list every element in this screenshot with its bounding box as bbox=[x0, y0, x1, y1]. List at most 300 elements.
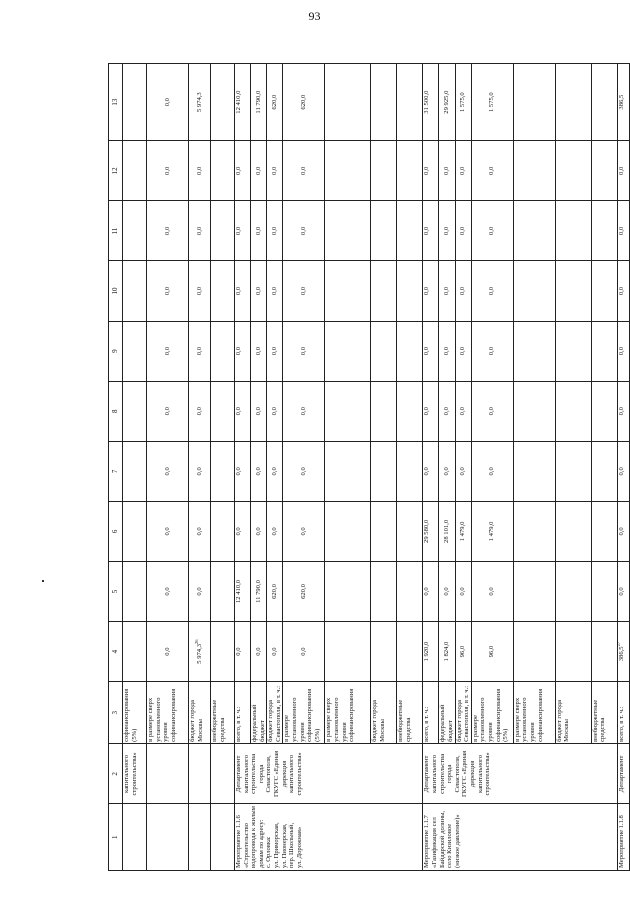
amount-cell-col-4 bbox=[439, 622, 455, 682]
executor-cell bbox=[147, 744, 189, 804]
amount-cell-col-5 bbox=[147, 561, 189, 621]
amount-value: 0,0 bbox=[195, 226, 203, 236]
funding-source-cell bbox=[555, 682, 591, 744]
funding-source-text: внебюджетные средства bbox=[591, 699, 607, 742]
amount-cell-col-13 bbox=[251, 64, 267, 141]
amount-cell-col-4 bbox=[513, 622, 555, 682]
amount-cell-col-13 bbox=[123, 64, 147, 141]
activity-text: Мероприятие 1.1.7 «Газификация сел Байдарской долины, село Кизиловое (низкое давление)» bbox=[423, 810, 461, 868]
amount-cell-col-9 bbox=[439, 321, 455, 381]
activity-cell bbox=[617, 804, 629, 871]
amount-value: 0,0 bbox=[300, 226, 308, 236]
amount-value: 0,0 bbox=[300, 347, 308, 356]
amount-value: 0,0 bbox=[617, 286, 625, 296]
amount-cell-col-12 bbox=[397, 141, 423, 201]
amount-cell-col-7 bbox=[439, 441, 455, 501]
amount-value: 0,0 bbox=[300, 166, 308, 175]
amount-cell-col-9 bbox=[555, 321, 591, 381]
amount-value: 0,0 bbox=[235, 226, 242, 236]
amount-cell-col-8 bbox=[211, 381, 235, 441]
amount-cell-col-9 bbox=[325, 321, 371, 381]
amount-value: 0,0 bbox=[195, 286, 203, 296]
amount-cell-col-10 bbox=[283, 261, 325, 321]
activity-cell bbox=[423, 804, 617, 871]
funding-source-cell bbox=[123, 682, 147, 744]
executor-text: капитального строительства» bbox=[123, 752, 138, 796]
amount-cell-col-13 bbox=[371, 64, 397, 141]
amount-cell-col-13 bbox=[471, 64, 513, 141]
amount-cell-col-8 bbox=[283, 381, 325, 441]
funding-source-text: внебюджетные средства bbox=[397, 699, 412, 742]
amount-value: 0,0 bbox=[254, 647, 262, 656]
funding-source-text: в размере сверх установленного уровня софинансирования bbox=[325, 688, 356, 742]
funding-source-text: бюджет города Москвы bbox=[371, 700, 386, 742]
amount-value: 0,0 bbox=[617, 467, 625, 476]
amount-cell-col-11 bbox=[123, 201, 147, 261]
amount-value: 0,0 bbox=[443, 226, 451, 236]
amount-value: 0,0 bbox=[163, 166, 171, 175]
amount-cell-col-9 bbox=[423, 321, 439, 381]
column-header-4: 4 bbox=[109, 622, 123, 682]
activity-cell bbox=[211, 804, 235, 871]
funding-source-cell bbox=[371, 682, 397, 744]
amount-cell-col-4 bbox=[325, 622, 371, 682]
amount-cell-col-7 bbox=[267, 441, 283, 501]
table-row bbox=[189, 64, 211, 871]
amount-cell-col-12 bbox=[235, 141, 251, 201]
table-row bbox=[123, 64, 147, 871]
amount-cell-col-11 bbox=[471, 201, 513, 261]
funding-source-cell bbox=[189, 682, 211, 744]
executor-cell bbox=[617, 744, 629, 804]
amount-cell-col-7 bbox=[591, 441, 617, 501]
amount-cell-col-12 bbox=[283, 141, 325, 201]
table-row bbox=[423, 64, 439, 871]
amount-cell-col-9 bbox=[251, 321, 267, 381]
amount-cell-col-13 bbox=[267, 64, 283, 141]
amount-cell-col-11 bbox=[325, 201, 371, 261]
amount-value: 0,0 bbox=[163, 647, 171, 656]
amount-cell-col-10 bbox=[123, 261, 147, 321]
amount-value: 0,0 bbox=[163, 286, 171, 296]
funding-source-cell bbox=[513, 682, 555, 744]
amount-cell-col-5 bbox=[471, 561, 513, 621]
amount-value: 0,0 bbox=[254, 527, 262, 536]
amount-cell-col-9 bbox=[147, 321, 189, 381]
amount-value: 1 920,0 bbox=[423, 641, 431, 662]
amount-cell-col-7 bbox=[617, 441, 629, 501]
amount-cell-col-4 bbox=[147, 622, 189, 682]
amount-cell-col-4 bbox=[423, 622, 439, 682]
amount-cell-col-8 bbox=[267, 381, 283, 441]
amount-cell-col-7 bbox=[423, 441, 439, 501]
amount-cell-col-4 bbox=[267, 622, 283, 682]
amount-cell-col-4 bbox=[189, 622, 211, 682]
amount-cell-col-5 bbox=[513, 561, 555, 621]
amount-cell-col-6 bbox=[211, 501, 235, 561]
amount-cell-col-5 bbox=[189, 561, 211, 621]
amount-cell-col-13 bbox=[423, 64, 439, 141]
amount-value: 0,0 bbox=[163, 407, 171, 416]
amount-cell-col-13 bbox=[189, 64, 211, 141]
amount-cell-col-7 bbox=[455, 441, 471, 501]
amount-cell-col-9 bbox=[267, 321, 283, 381]
amount-value: 620,0 bbox=[270, 584, 278, 599]
amount-value: 0,0 bbox=[617, 226, 625, 236]
amount-value: 28 101,0 bbox=[443, 519, 451, 543]
amount-value: 0,0 bbox=[270, 467, 278, 476]
amount-cell-col-10 bbox=[235, 261, 251, 321]
amount-cell-col-9 bbox=[235, 321, 251, 381]
amount-value: 0,0 bbox=[163, 226, 171, 236]
amount-cell-col-13 bbox=[555, 64, 591, 141]
amount-cell-col-13 bbox=[455, 64, 471, 141]
amount-value: 0,0 bbox=[423, 467, 431, 476]
amount-value: 0,0 bbox=[488, 166, 496, 175]
amount-value: 0,0 bbox=[443, 467, 451, 476]
table-row bbox=[617, 64, 629, 871]
amount-cell-col-4 bbox=[455, 622, 471, 682]
amount-value: 0,0 bbox=[235, 166, 242, 175]
amount-cell-col-6 bbox=[423, 501, 439, 561]
column-header-1: 1 bbox=[109, 804, 123, 871]
amount-cell-col-7 bbox=[235, 441, 251, 501]
amount-value: 620,0 bbox=[300, 584, 308, 599]
column-header-9: 9 bbox=[109, 321, 123, 381]
activity-cell bbox=[123, 804, 147, 871]
amount-cell-col-10 bbox=[555, 261, 591, 321]
amount-cell-col-5 bbox=[325, 561, 371, 621]
amount-cell-col-4 bbox=[371, 622, 397, 682]
table-row bbox=[147, 64, 189, 871]
amount-value: 0,0 bbox=[163, 347, 171, 356]
amount-value: 0,0 bbox=[617, 527, 625, 536]
amount-cell-col-7 bbox=[123, 441, 147, 501]
funding-source-cell bbox=[147, 682, 189, 744]
column-header-8: 8 bbox=[109, 381, 123, 441]
amount-value: 0,0 bbox=[617, 166, 625, 175]
amount-cell-col-9 bbox=[591, 321, 617, 381]
amount-value: 1 479,0 bbox=[488, 521, 496, 542]
amount-cell-col-13 bbox=[591, 64, 617, 141]
column-header-2: 2 bbox=[109, 744, 123, 804]
amount-cell-col-11 bbox=[147, 201, 189, 261]
amount-cell-col-12 bbox=[591, 141, 617, 201]
amount-value: 0,0 bbox=[443, 407, 451, 416]
amount-cell-col-13 bbox=[147, 64, 189, 141]
table-row bbox=[235, 64, 251, 871]
amount-value: 0,0 bbox=[254, 407, 262, 416]
amount-value: 0,0 bbox=[459, 347, 467, 356]
amount-cell-col-4 bbox=[617, 622, 629, 682]
amount-cell-col-13 bbox=[513, 64, 555, 141]
amount-value: 12 410,0 bbox=[235, 90, 242, 114]
funding-source-cell bbox=[235, 682, 251, 744]
amount-value: 1 575,0 bbox=[459, 92, 467, 113]
amount-cell-col-12 bbox=[211, 141, 235, 201]
funding-source-text: в размере сверх установленного уровня софинансирования bbox=[147, 688, 177, 742]
amount-cell-col-12 bbox=[267, 141, 283, 201]
amount-value: 0,0 bbox=[300, 407, 308, 416]
amount-cell-col-11 bbox=[555, 201, 591, 261]
amount-cell-col-5 bbox=[423, 561, 439, 621]
amount-value: 5 974,3 bbox=[195, 643, 203, 664]
amount-value: 0,0 bbox=[459, 226, 467, 236]
amount-value: 0,0 bbox=[270, 226, 278, 236]
amount-cell-col-10 bbox=[211, 261, 235, 321]
amount-cell-col-7 bbox=[211, 441, 235, 501]
amount-cell-col-7 bbox=[471, 441, 513, 501]
column-header-11: 11 bbox=[109, 201, 123, 261]
amount-cell-col-11 bbox=[251, 201, 267, 261]
amount-cell-col-7 bbox=[283, 441, 325, 501]
amount-value: 0,0 bbox=[195, 407, 203, 416]
amount-cell-col-7 bbox=[397, 441, 423, 501]
amount-value: 5 974,3 bbox=[195, 92, 203, 113]
amount-value: 0,0 bbox=[488, 286, 496, 296]
amount-cell-col-8 bbox=[235, 381, 251, 441]
amount-cell-col-13 bbox=[397, 64, 423, 141]
amount-cell-col-8 bbox=[251, 381, 267, 441]
amount-value: 0,0 bbox=[163, 587, 171, 596]
amount-cell-col-12 bbox=[555, 141, 591, 201]
amount-cell-col-6 bbox=[471, 501, 513, 561]
amount-cell-col-12 bbox=[325, 141, 371, 201]
amount-cell-col-5 bbox=[617, 561, 629, 621]
amount-cell-col-12 bbox=[513, 141, 555, 201]
funding-source-text: софинансирования (5%) bbox=[123, 688, 138, 742]
funding-source-text: в размере установленного уровня софинансирования (5%) bbox=[283, 688, 321, 742]
funding-source-cell bbox=[267, 682, 283, 744]
amount-cell-col-11 bbox=[617, 201, 629, 261]
amount-value: 0,0 bbox=[195, 527, 203, 536]
amount-value: 0,0 bbox=[235, 286, 242, 296]
amount-value: 0,0 bbox=[195, 467, 203, 476]
amount-value: 0,0 bbox=[270, 647, 278, 656]
amount-cell-col-12 bbox=[423, 141, 439, 201]
amount-cell-col-7 bbox=[371, 441, 397, 501]
amount-value: 620,0 bbox=[270, 94, 278, 110]
amount-cell-col-5 bbox=[267, 561, 283, 621]
amount-cell-col-11 bbox=[513, 201, 555, 261]
funding-source-cell bbox=[439, 682, 455, 744]
amount-cell-col-5 bbox=[439, 561, 455, 621]
funding-source-text: в размере установленного уровня софинансирования (5%) bbox=[471, 688, 510, 742]
executor-cell bbox=[423, 744, 617, 804]
amount-cell-col-12 bbox=[617, 141, 629, 201]
funding-source-cell bbox=[283, 682, 325, 744]
amount-value: 0,0 bbox=[254, 347, 262, 356]
executor-text: Департамент bbox=[617, 755, 625, 793]
amount-cell-col-6 bbox=[123, 501, 147, 561]
amount-cell-col-10 bbox=[371, 261, 397, 321]
funding-source-cell bbox=[455, 682, 471, 744]
amount-value: 0,0 bbox=[235, 527, 242, 536]
amount-value: 620,0 bbox=[300, 94, 308, 110]
amount-cell-col-6 bbox=[591, 501, 617, 561]
amount-cell-col-6 bbox=[513, 501, 555, 561]
amount-cell-col-6 bbox=[325, 501, 371, 561]
footnote-ref: 26 bbox=[193, 639, 199, 644]
amount-cell-col-10 bbox=[251, 261, 267, 321]
amount-value: 0,0 bbox=[195, 166, 203, 175]
amount-cell-col-6 bbox=[371, 501, 397, 561]
amount-cell-col-6 bbox=[267, 501, 283, 561]
amount-cell-col-6 bbox=[283, 501, 325, 561]
amount-cell-col-10 bbox=[455, 261, 471, 321]
amount-cell-col-11 bbox=[371, 201, 397, 261]
activity-cell bbox=[147, 804, 189, 871]
amount-cell-col-10 bbox=[439, 261, 455, 321]
funding-source-cell bbox=[471, 682, 513, 744]
amount-cell-col-4 bbox=[235, 622, 251, 682]
amount-cell-col-8 bbox=[455, 381, 471, 441]
amount-cell-col-12 bbox=[251, 141, 267, 201]
amount-cell-col-11 bbox=[439, 201, 455, 261]
amount-value: 0,0 bbox=[300, 286, 308, 296]
amount-value: 386,5 bbox=[617, 94, 625, 110]
amount-cell-col-5 bbox=[455, 561, 471, 621]
amount-value: 29 925,0 bbox=[443, 90, 451, 114]
amount-value: 386,5 bbox=[617, 646, 625, 662]
amount-value: 0,0 bbox=[300, 527, 308, 536]
activity-text: Мероприятие 1.1.8 bbox=[617, 815, 625, 868]
amount-cell-col-9 bbox=[455, 321, 471, 381]
amount-cell-col-8 bbox=[439, 381, 455, 441]
activity-cell bbox=[189, 804, 211, 871]
executor-text: Департамент капитального строительства города Севастополя, ГКУГС «Единая дирекция капитального строительства» bbox=[235, 750, 303, 798]
amount-cell-col-7 bbox=[325, 441, 371, 501]
amount-cell-col-11 bbox=[211, 201, 235, 261]
amount-value: 0,0 bbox=[254, 166, 262, 175]
amount-cell-col-13 bbox=[211, 64, 235, 141]
column-header-12: 12 bbox=[109, 141, 123, 201]
amount-value: 0,0 bbox=[459, 587, 467, 596]
amount-cell-col-8 bbox=[471, 381, 513, 441]
page-number: 93 bbox=[308, 9, 321, 23]
amount-value: 96,0 bbox=[488, 645, 496, 658]
amount-cell-col-7 bbox=[251, 441, 267, 501]
activity-cell bbox=[235, 804, 423, 871]
amount-value: 29 580,0 bbox=[423, 519, 431, 543]
amount-cell-col-10 bbox=[147, 261, 189, 321]
funding-source-text: в размере сверх установленного уровня софинансирования bbox=[513, 688, 544, 742]
amount-cell-col-11 bbox=[423, 201, 439, 261]
amount-value: 0,0 bbox=[270, 527, 278, 536]
amount-value: 0,0 bbox=[443, 347, 451, 356]
funding-source-cell bbox=[423, 682, 439, 744]
amount-cell-col-6 bbox=[147, 501, 189, 561]
amount-cell-col-7 bbox=[555, 441, 591, 501]
table-body bbox=[123, 64, 630, 871]
amount-value: 0,0 bbox=[423, 166, 431, 175]
funding-source-cell bbox=[251, 682, 267, 744]
amount-cell-col-10 bbox=[189, 261, 211, 321]
amount-value: 0,0 bbox=[235, 407, 242, 416]
amount-cell-col-11 bbox=[455, 201, 471, 261]
amount-cell-col-8 bbox=[423, 381, 439, 441]
amount-cell-col-5 bbox=[591, 561, 617, 621]
amount-cell-col-9 bbox=[283, 321, 325, 381]
amount-cell-col-4 bbox=[123, 622, 147, 682]
amount-value: 0,0 bbox=[163, 467, 171, 476]
scan-speck bbox=[42, 580, 44, 582]
executor-cell bbox=[211, 744, 235, 804]
funding-source-cell bbox=[591, 682, 617, 744]
amount-cell-col-9 bbox=[617, 321, 629, 381]
amount-cell-col-12 bbox=[455, 141, 471, 201]
footnote-ref: 27 bbox=[615, 641, 621, 647]
amount-cell-col-8 bbox=[591, 381, 617, 441]
amount-cell-col-8 bbox=[555, 381, 591, 441]
amount-cell-col-13 bbox=[235, 64, 251, 141]
amount-cell-col-5 bbox=[397, 561, 423, 621]
funding-source-text: бюджет города Москвы bbox=[555, 700, 571, 742]
column-header-6: 6 bbox=[109, 501, 123, 561]
amount-value: 31 500,0 bbox=[423, 90, 431, 114]
amount-cell-col-12 bbox=[471, 141, 513, 201]
amount-cell-col-13 bbox=[617, 64, 629, 141]
amount-value: 1 575,0 bbox=[488, 92, 496, 113]
funding-source-cell bbox=[397, 682, 423, 744]
funding-source-text: всего, в т. ч.: bbox=[617, 706, 625, 742]
amount-value: 0,0 bbox=[254, 467, 262, 476]
funding-source-text: бюджет города Севастополя, в т. ч.: bbox=[455, 685, 471, 742]
amount-cell-col-12 bbox=[189, 141, 211, 201]
amount-cell-col-9 bbox=[397, 321, 423, 381]
amount-cell-col-11 bbox=[397, 201, 423, 261]
amount-cell-col-8 bbox=[371, 381, 397, 441]
header-row bbox=[109, 64, 123, 871]
amount-value: 0,0 bbox=[270, 166, 278, 175]
amount-value: 0,0 bbox=[488, 587, 496, 596]
amount-value: 12 410,0 bbox=[235, 579, 242, 604]
amount-cell-col-4 bbox=[591, 622, 617, 682]
amount-cell-col-10 bbox=[397, 261, 423, 321]
amount-cell-col-13 bbox=[325, 64, 371, 141]
amount-cell-col-9 bbox=[471, 321, 513, 381]
amount-cell-col-6 bbox=[439, 501, 455, 561]
amount-cell-col-11 bbox=[591, 201, 617, 261]
amount-cell-col-6 bbox=[397, 501, 423, 561]
funding-source-text: внебюджетные средства bbox=[211, 699, 226, 742]
amount-cell-col-13 bbox=[439, 64, 455, 141]
amount-cell-col-9 bbox=[211, 321, 235, 381]
amount-cell-col-6 bbox=[455, 501, 471, 561]
amount-value: 0,0 bbox=[488, 226, 496, 236]
amount-cell-col-8 bbox=[325, 381, 371, 441]
funding-source-cell bbox=[617, 682, 629, 744]
amount-value: 0,0 bbox=[300, 467, 308, 476]
amount-cell-col-5 bbox=[371, 561, 397, 621]
amount-cell-col-8 bbox=[397, 381, 423, 441]
amount-cell-col-5 bbox=[555, 561, 591, 621]
funding-source-text: бюджет города Севастополя, в т. ч.: bbox=[267, 685, 282, 742]
amount-cell-col-9 bbox=[123, 321, 147, 381]
amount-value: 0,0 bbox=[300, 647, 308, 656]
column-header-10: 10 bbox=[109, 261, 123, 321]
amount-cell-col-12 bbox=[371, 141, 397, 201]
amount-value: 0,0 bbox=[254, 226, 262, 236]
amount-value: 0,0 bbox=[270, 347, 278, 356]
amount-value: 0,0 bbox=[617, 587, 625, 596]
amount-value: 1 479,0 bbox=[459, 521, 467, 542]
amount-cell-col-6 bbox=[235, 501, 251, 561]
amount-cell-col-4 bbox=[211, 622, 235, 682]
amount-cell-col-6 bbox=[251, 501, 267, 561]
amount-cell-col-6 bbox=[189, 501, 211, 561]
amount-value: 0,0 bbox=[270, 407, 278, 416]
